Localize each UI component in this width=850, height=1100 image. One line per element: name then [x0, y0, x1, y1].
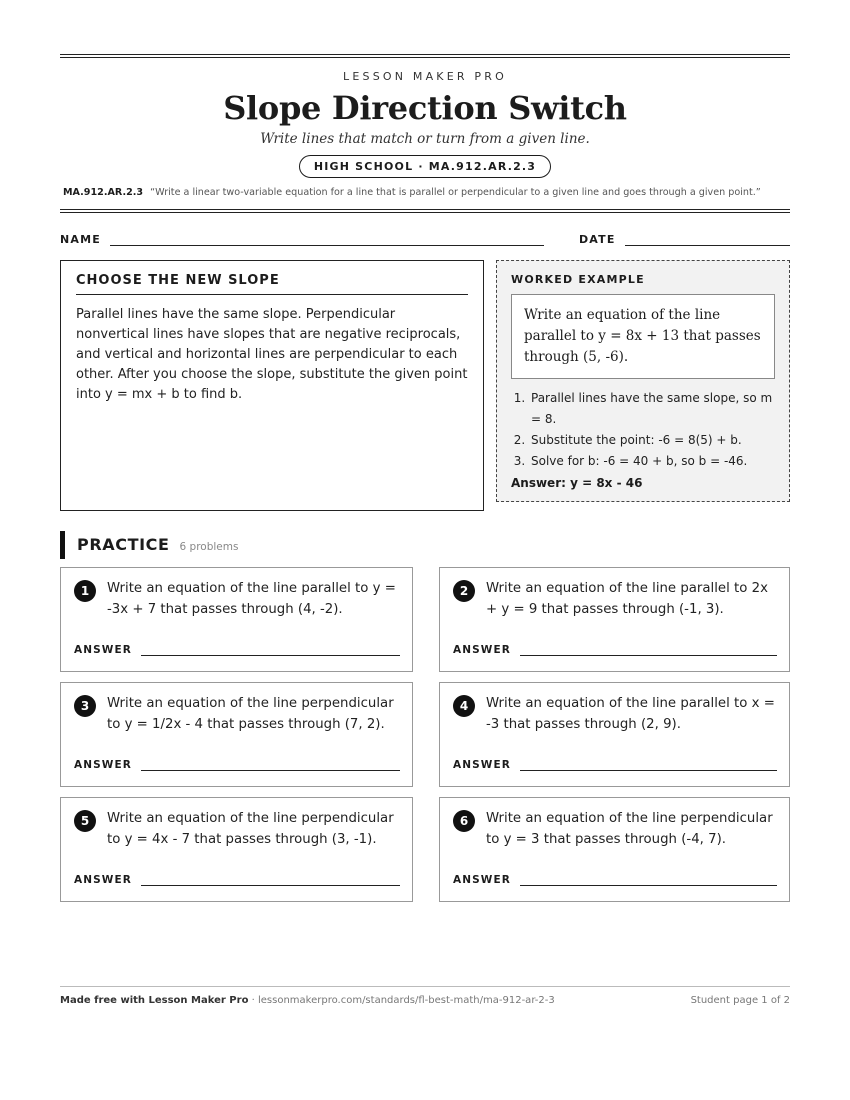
- answer-label: ANSWER: [74, 874, 132, 886]
- problem-card: [60, 567, 413, 672]
- footer-url[interactable]: · lessonmakerpro.com/standards/fl-best-math/ma-912-ar-2-3: [248, 995, 555, 1006]
- answer-field[interactable]: [520, 654, 777, 656]
- practice-count: 6 problems: [179, 541, 239, 553]
- problem-text: Write an equation of the line perpendicular to y = 4x - 7 that passes through (3, -1).: [107, 811, 394, 847]
- brand-name: LESSON MAKER PRO: [343, 70, 507, 83]
- answer-label: ANSWER: [74, 759, 132, 771]
- answer-label: ANSWER: [453, 759, 511, 771]
- step-item: 1. Parallel lines have the same slope, so m = 8.: [529, 388, 775, 430]
- answer-label: ANSWER: [453, 874, 511, 886]
- worked-example-steps: [511, 388, 775, 472]
- practice-title: PRACTICE: [77, 535, 170, 554]
- worked-example-title: WORKED EXAMPLE: [511, 273, 645, 286]
- problem-text: Write an equation of the line perpendicular to y = 1/2x - 4 that passes through (7, 2).: [107, 696, 394, 732]
- problem-text: Write an equation of the line parallel to 2x + y = 9 that passes through (-1, 3).: [486, 581, 768, 617]
- answer-label: ANSWER: [74, 644, 132, 656]
- problem-number: 6: [453, 810, 475, 832]
- worked-example-box: [496, 260, 790, 502]
- problem-number: 1: [74, 580, 96, 602]
- problem-number: 5: [74, 810, 96, 832]
- page-title: Slope Direction Switch: [223, 89, 627, 127]
- name-date-row: [60, 233, 790, 246]
- date-field[interactable]: [625, 244, 790, 246]
- problem-card: [439, 567, 790, 672]
- concept-title: CHOOSE THE NEW SLOPE: [76, 273, 468, 295]
- problem-number: 2: [453, 580, 475, 602]
- standard-description: [60, 187, 790, 198]
- step-item: 2. Substitute the point: -6 = 8(5) + b.: [529, 430, 775, 451]
- answer-field[interactable]: [141, 654, 400, 656]
- date-label: DATE: [578, 233, 616, 246]
- concept-box: [60, 260, 484, 511]
- problem-number: 3: [74, 695, 96, 717]
- problem-card: [439, 682, 790, 787]
- grade-standard-badge: HIGH SCHOOL · MA.912.AR.2.3: [299, 155, 551, 178]
- footer-credit: [60, 995, 555, 1006]
- problem-card: [60, 682, 413, 787]
- answer-field[interactable]: [141, 884, 400, 886]
- name-label: NAME: [60, 233, 101, 246]
- step-item: 3. Solve for b: -6 = 40 + b, so b = -46.: [529, 451, 775, 472]
- answer-label: ANSWER: [453, 644, 511, 656]
- header-bottom-rule: [60, 209, 790, 213]
- problem-card: [439, 797, 790, 902]
- footer-made-with: Made free with Lesson Maker Pro: [60, 995, 249, 1006]
- footer-page-number: Student page 1 of 2: [690, 995, 790, 1006]
- name-field[interactable]: [110, 244, 544, 246]
- worked-example-problem: Write an equation of the line parallel to y = 8x + 13 that passes through (5, -6).: [511, 294, 775, 379]
- answer-field[interactable]: [520, 769, 777, 771]
- answer-field[interactable]: [520, 884, 777, 886]
- answer-field[interactable]: [141, 769, 400, 771]
- practice-header: [60, 531, 790, 559]
- worked-example-answer: Answer: y = 8x - 46: [511, 476, 643, 490]
- page-subtitle: Write lines that match or turn from a given line.: [260, 131, 590, 147]
- standard-code: MA.912.AR.2.3: [63, 187, 144, 198]
- practice-grid: [60, 567, 790, 902]
- worksheet-page: [60, 54, 790, 902]
- problem-text: Write an equation of the line perpendicular to y = 3 that passes through (-4, 7).: [486, 811, 773, 847]
- top-rule: [60, 54, 790, 58]
- problem-card: [60, 797, 413, 902]
- concept-body: Parallel lines have the same slope. Perpendicular nonvertical lines have slopes that are negative reciprocals, and vertical and horizontal lines are perpendicular to each other. After you choose the slope, substitute the given point into y = mx + b to find b.: [76, 307, 468, 402]
- problem-text: Write an equation of the line parallel to y = -3x + 7 that passes through (4, -2).: [107, 581, 396, 617]
- problem-text: Write an equation of the line parallel to x = -3 that passes through (2, 9).: [486, 696, 775, 732]
- standard-text: “Write a linear two-variable equation for a line that is parallel or perpendicular to a given line and goes through a given point.”: [150, 187, 761, 198]
- problem-number: 4: [453, 695, 475, 717]
- page-footer: [60, 986, 790, 1006]
